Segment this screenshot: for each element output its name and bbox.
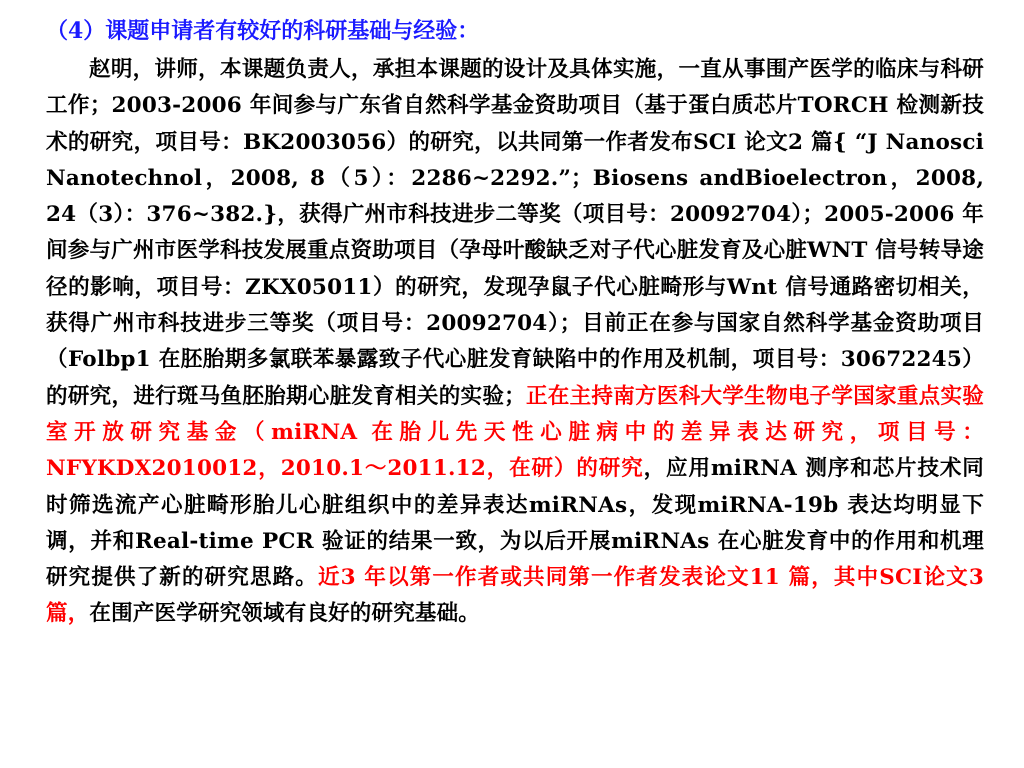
section-heading: （4）课题申请者有较好的科研基础与经验： [46,18,480,44]
paragraph-segment-1: 赵明，讲师，本课题负责人，承担本课题的设计及具体实施，一直从事围产医学的临床与科研工作；2003-2006 年间参与广东省自然科学基金资助项目（基于蛋白质芯片TORCH 检测新技术的研究，项目号：BK2003056）的研究，以共同第一作者发布SCI 论文2 篇{ “J Nanosci Nanotechnol，2008, 8（5）：2286~2292.”；Biosens andBioelectron，2008, 24（3）：376~382.}，获得广州市科技进步二等奖（项目号：20092704）；2005-2006 年间参与广州市医学科技发展重点资助项目（孕母叶酸缺乏对子代心脏发育及心脏WNT 信号转导途径的影响，项目号：ZKX05011）的研究，发现孕鼠子代心脏畸形与Wnt 信号通路密切相关，获得广州市科技进步三等奖（项目号：20092704）；目前正在参与国家自然科学基金资助项目（Folbp1 在胚胎期多氯联苯暴露致子代心脏发育缺陷中的作用及机制，项目号：30672245）的研究，进行斑马鱼胚胎期心脏发育相关的实验； [46,57,984,409]
highlight-research-fund: 正在主持南方医科大学生物电子学国家重点实验室开放研究基金（miRNA 在胎儿先天性心脏病中的差异表达研究，项目号：NFYKDX2010012，2010.1～2011.12，在研）的研究 [46,383,985,482]
paragraph-segment-3: ，应用miRNA 测序和芯片技术同时筛选流产心脏畸形胎儿心脏组织中的差异表达miRNAs，发现miRNA-19b 表达均明显下调，并和Real-time PCR 验证的结果一致，为以后开展miRNAs 在心脏发育中的作用和机理研究提供了新的研究思路。 [46,456,984,591]
highlight-publications: 近3 年以第一作者或共同第一作者发表论文11 篇，其中SCI论文3 篇， [46,565,984,627]
body-paragraph [46,52,984,633]
paragraph-segment-5: 在围产医学研究领域有良好的研究基础。 [89,601,481,627]
